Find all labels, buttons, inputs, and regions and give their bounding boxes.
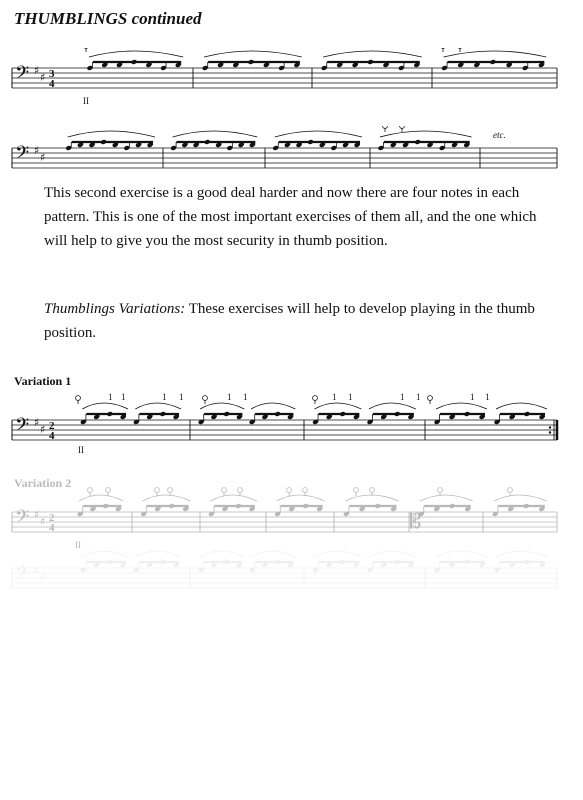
thumb-position-icon [106, 488, 111, 493]
note-head [374, 503, 381, 509]
fingering-number: 1 [485, 392, 490, 402]
slur [436, 403, 487, 409]
note-head [106, 411, 113, 417]
slur [82, 551, 128, 557]
staff-lines [12, 420, 557, 440]
exercise-description: This second exercise is a good deal harder and now there are four notes in each pattern. This is one of the most important exercises of them all, and the one which will help to give you the most security in thumb position. [44, 185, 537, 249]
fingering-number: 1 [332, 392, 337, 402]
time-signature-top: 3 [49, 68, 55, 80]
staff-lines [12, 512, 557, 532]
slur [314, 551, 361, 557]
variation-1-label: Variation 1 [14, 374, 72, 388]
staff-system-1 [0, 48, 583, 108]
string-marker: II [75, 540, 81, 550]
slur [251, 551, 295, 557]
thumb-position-icon [313, 396, 318, 401]
variations-intro [44, 297, 544, 345]
note-head [523, 503, 530, 509]
time-signature-bottom: 4 [49, 522, 55, 534]
note-head [131, 59, 138, 65]
note-head [100, 139, 107, 145]
slur [200, 403, 244, 409]
key-sharp-icon: ♯ [40, 571, 46, 584]
slur [369, 551, 416, 557]
note-head [102, 503, 109, 509]
slur [496, 551, 547, 557]
key-sharp-icon: ♯ [34, 508, 40, 521]
note-head [274, 559, 281, 565]
note-head [339, 411, 346, 417]
key-sharp-icon: ♯ [40, 423, 46, 436]
slur [420, 495, 473, 501]
slur [275, 131, 362, 137]
thumb-position-icon [370, 488, 375, 493]
thumb-position-icon [508, 488, 513, 493]
slur [68, 131, 155, 137]
thumb-position-icon [287, 488, 292, 493]
fingering-number: 1 [243, 392, 248, 402]
note-head [464, 411, 471, 417]
staff-lines [12, 68, 557, 88]
key-sharp-icon: ♯ [34, 144, 40, 157]
slur [277, 495, 325, 501]
note-head [274, 411, 281, 417]
note-head [524, 559, 531, 565]
fingering-number: 1 [400, 392, 405, 402]
thumb-position-icon [168, 488, 173, 493]
slur [82, 403, 128, 409]
slur [496, 403, 547, 409]
thumb-position-icon [354, 488, 359, 493]
time-signature-top: 2 [49, 512, 55, 524]
note-head [367, 59, 374, 65]
thumb-position-icon [238, 488, 243, 493]
bass-clef-icon: 𝄢 [15, 63, 30, 88]
staff-system-2 [0, 126, 583, 176]
slur [251, 403, 295, 409]
note-head [235, 503, 242, 509]
slur [135, 551, 181, 557]
slur [210, 495, 257, 501]
note-head [159, 559, 166, 565]
bleed-through-staff [0, 548, 583, 594]
slur [143, 495, 191, 501]
thumb-position-icon [428, 396, 433, 401]
fingering-number: 1 [227, 392, 232, 402]
slur [436, 551, 487, 557]
thumb-position-icon [88, 488, 93, 493]
note-head [248, 59, 255, 65]
note-head [223, 559, 230, 565]
note-head [106, 559, 113, 565]
note-head [394, 411, 401, 417]
fingering-number: 1 [121, 392, 126, 402]
key-sharp-icon: ♯ [40, 515, 46, 528]
time-signature-bottom: 4 [49, 430, 55, 442]
variations-description: These exercises will help to develop playing in the thumb position. [44, 301, 535, 341]
thumb-position-icon [303, 488, 308, 493]
key-sharp-icon: ♯ [34, 416, 40, 429]
slur [443, 51, 546, 57]
note-head [394, 559, 401, 565]
bass-clef-icon: 𝄢 [15, 143, 30, 168]
fingering-number: 1 [108, 392, 113, 402]
variation-1-staff [0, 380, 583, 460]
slur [79, 495, 123, 501]
slur [89, 51, 183, 57]
thumb-position-icon [400, 126, 405, 128]
key-sharp-icon: ♯ [34, 64, 40, 77]
slur [494, 495, 547, 501]
note-head [414, 139, 421, 145]
thumb-position-icon [155, 488, 160, 493]
thumb-position-icon [222, 488, 227, 493]
bass-clef-icon: 𝄢 [15, 563, 30, 588]
note-head [339, 559, 346, 565]
key-sharp-icon: ♯ [34, 564, 40, 577]
note-head [449, 503, 456, 509]
fingering-number: 1 [179, 392, 184, 402]
string-marker: II [83, 96, 89, 106]
note-head [168, 503, 175, 509]
staff-lines [12, 568, 557, 588]
fingering-number: 1 [348, 392, 353, 402]
time-signature-bottom: 4 [49, 78, 55, 90]
slur [314, 403, 361, 409]
note-head [204, 139, 211, 145]
note-head [302, 503, 309, 509]
note-head [490, 59, 497, 65]
thumb-position-icon [76, 396, 81, 401]
note-head [307, 139, 314, 145]
key-sharp-icon: ♯ [40, 71, 46, 84]
variation-2-label: Variation 2 [14, 476, 72, 490]
bass-clef-icon: 𝄢 [15, 415, 30, 440]
repeat-dot [549, 431, 551, 433]
note-head [159, 411, 166, 417]
variations-heading: Thumblings Variations: [44, 301, 186, 317]
key-sharp-icon: ♯ [40, 151, 46, 164]
note-head [223, 411, 230, 417]
page-title: THUMBLINGS continued [14, 9, 202, 28]
fingering-number: 1 [470, 392, 475, 402]
variation-2-staff [0, 482, 583, 552]
slur [173, 131, 258, 137]
fingering-number: 1 [416, 392, 421, 402]
bass-clef-icon: 𝄢 [15, 507, 30, 532]
slur [204, 51, 302, 57]
fingering-number: 1 [162, 392, 167, 402]
slur [200, 551, 244, 557]
slur [323, 51, 422, 57]
staff-lines [12, 148, 557, 168]
repeat-dot [549, 426, 551, 428]
slur [135, 403, 181, 409]
slur [380, 131, 472, 137]
note-head [464, 559, 471, 565]
thumb-position-icon [383, 126, 388, 128]
thumb-position-icon [203, 396, 208, 401]
note-head [524, 411, 531, 417]
slur [369, 403, 416, 409]
time-signature-top: 2 [49, 420, 55, 432]
string-marker: II [78, 445, 84, 455]
thumb-position-icon [438, 488, 443, 493]
etc-mark: etc. [493, 130, 506, 140]
tenor-clef-icon: 𝄡 [410, 509, 422, 533]
